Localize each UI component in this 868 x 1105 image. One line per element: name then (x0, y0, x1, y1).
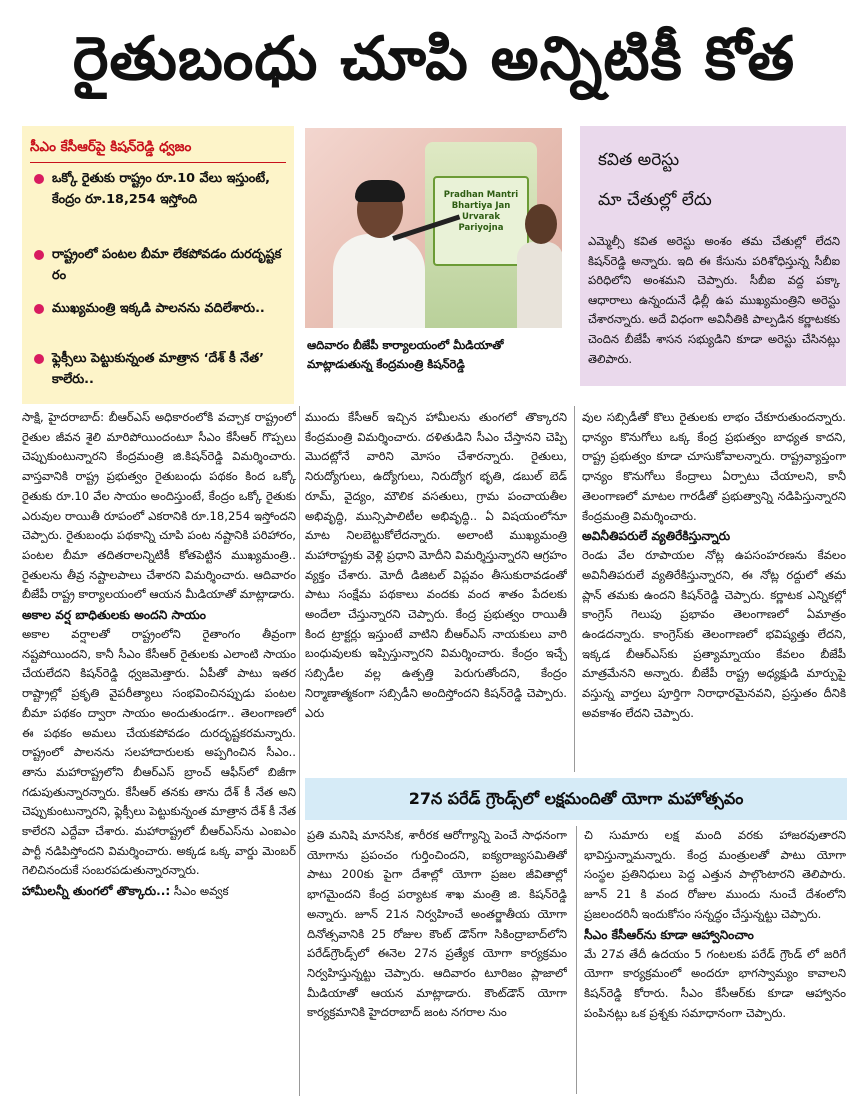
highlights-divider (30, 162, 286, 163)
yoga-headline: 27న పరేడ్‌ గ్రౌండ్స్‌లో లక్షమందితో యోగా మహోత్సవం (408, 789, 744, 808)
article-paragraph: రెండు వేల రూపాయల నోట్ల ఉపసంహరణను కేవలం అవినీతిపరులే వ్యతిరేకిస్తున్నారని, ఈ నోట్ల రద్దులో తమ ప్లాన్‌ తమకు ఉందని కిషన్‌రెడ్డి చెప్పారు. కర్ణాటక ఎన్నికల్లో కాంగ్రెస్‌ గెలుపు ప్రభావం తెలంగాణలో ఏమాత్రం ఉండదన్నారు. కాంగ్రెస్‌కు తెలంగాణలో భవిష్యత్తు లేదని, ఇక్కడ బీఆర్‌ఎస్‌కు ప్రత్యామ్నాయం కేవలం బీజేపీ మాత్రమేనని అన్నారు. బీజేపీ రాష్ట్ర అధ్యక్షుడి మార్పుపై వస్తున్న వార్తలు పూర్తిగా నిరాధారమైనవని, ప్రస్తుతం దీనికి అవకాశం లేదని చెప్పారు. (582, 548, 846, 720)
article-paragraph: అకాల వర్షాలతో రాష్ట్రంలోని రైతాంగం తీవ్రంగా నష్టపోయిందని, కానీ సీఎం కేసీఆర్‌ రైతులకు ఎలాంటి సాయం చేయలేదని కిషన్‌రెడ్డి ధ్వజమెత్తారు. ఏపీతో పాటు ఇతర రాష్ట్రాల్లో ప్రకృతి వైపరీత్యాలు సంభవించినప్పుడు పంటల బీమా పథకం ద్వారా సాయం అందుతుండగా.. తెలంగాణలో ఈ పథకం అమలు చేయకపోవడం దురదృష్టకరమన్నారు. రాష్ట్రంలో పాలనను సలహాదారులకు అప్పగించిన సీఎం.. తాను మహారాష్ట్రలోని బీఆర్‌ఎస్‌ బ్రాంచ్‌ ఆఫీస్‌లో బిజీగా గడుపుతున్నారన్నారు. కేసీఆర్‌ తనకు తాను దేశ్‌ కీ నేత అని చెప్పుకుంటున్నారని, ఫ్లెక్సీలు పెట్టుకున్నంత మాత్రాన దేశ్‌ కీ నేత కాలేరని ఎద్దేవా చేశారు. మహారాష్ట్రలో బీఆర్‌ఎస్‌ను ఎంఐఎం పార్టీ నడిపిస్తోందని విమర్శించారు. అక్కడ ఒక్క వార్డు మెంబర్‌ గెలిచినందుకే సంబరపడుతున్నారన్నారు. (22, 627, 296, 878)
column-divider (574, 406, 575, 772)
article-subheading: హామీలన్నీ తుంగలో తొక్కారు..: (22, 884, 171, 899)
article-column-1 (22, 408, 296, 1092)
article-paragraph: చి సుమారు లక్ష మంది వరకు హాజరవుతారని భావిస్తున్నామన్నారు. కేంద్ర మంత్రులతో పాటు యోగా సంస్థల ప్రతినిధులు పెద్ద ఎత్తున పాల్గొంటారని తెలిపారు. జూన్‌ 21 కి వంద రోజుల ముందు నుంచే దేశంలోని ప్రజలందరినీ ఇందుకోసం సన్నద్ధం చేస్తున్నట్టు చెప్పారు. (584, 828, 846, 921)
sack-label-text: Pradhan Mantri Bhartiya Jan Urvarak Pariyojna (443, 190, 519, 233)
highlight-item: ఫ్లెక్సీలు పెట్టుకున్నంత మాత్రాన ‘దేశ్‌ కీ నేత’ కాలేరు.. (34, 348, 286, 390)
bullet-icon (34, 250, 44, 260)
article-paragraph: మే 27వ తేదీ ఉదయం 5 గంటలకు పరేడ్‌ గ్రౌండ్‌ లో జరిగే యోగా కార్యక్రమంలో అందరూ భాగస్వామ్యం కావాలని కిషన్‌రెడ్డి కోరారు. సీఎం కేసీఆర్‌కు కూడా ఆహ్వానం పంపినట్లు ఒక ప్రశ్నకు సమాధానంగా చెప్పారు. (584, 946, 846, 1020)
sidebar-title (598, 140, 838, 220)
article-paragraph: వుల సబ్సిడీతో కొలు రైతులకు లాభం చేకూరుతుందన్నారు. ధాన్యం కొనుగోలు ఒక్క కేంద్ర ప్రభుత్వం బాధ్యత కాదని, రాష్ట్ర ప్రభుత్వం కూడా చూసుకోవాలన్నారు. రాష్ట్రవ్యాప్తంగా ధాన్యం కొనుగోలు కేంద్రాలు ఏర్పాటు చేయాలని, కానీ తెలంగాణలో మాటల గారడీతో ప్రభుత్వాన్ని నడిపిస్తున్నారని కేంద్రమంత్రి విమర్శించారు. (582, 410, 846, 523)
sidebar-body: ఎమ్మెల్సీ కవిత అరెస్టు అంశం తమ చేతుల్లో లేదని కిషన్‌రెడ్డి అన్నారు. ఇది ఈ కేసును పరిశోధిస్తున్న సీబీఐ పరిధిలోని అంశమని చెప్పారు. సీబీఐ వద్ద పక్కా ఆధారాలు ఉన్నందునే ఢిల్లీ ఉప ముఖ్యమంత్రిని అరెస్టు చేశారన్నారు. అదే విధంగా అవినీతికి పాల్పడిన కర్ణాటకకు చెందిన బీజేపీ శాసన సభ్యుడిని కూడా అరెస్టు చేసినట్లు తెలిపారు. (588, 234, 840, 366)
yoga-column-1 (307, 826, 567, 1094)
speaker-figure (333, 182, 425, 328)
article-subheading: సీఎం కేసీఆర్‌ను కూడా ఆహ్వానించాం (584, 927, 754, 942)
article-paragraph: ముందు కేసీఆర్‌ ఇచ్చిన హామీలను తుంగలో తొక్కారని కేంద్రమంత్రి విమర్శించారు. దళితుడిని సీఎం చేస్తానని చెప్పి మొదట్లోనే వారిని మోసం చేశారన్నారు. రైతులు, నిరుద్యోగులు, ఉద్యోగులు, నిరుద్యోగ భృతి, డబుల్‌ బెడ్‌ రూమ్, వైద్యం, మౌలిక వసతులు, గ్రామ పంచాయతీల అభివృద్ధి, మున్సిపాలిటీల అభివృద్ధి.. ఏ విషయంలోనూ మాట నిలబెట్టుకోలేదన్నారు. అలాంటి ముఖ్యమంత్రి మహారాష్ట్రకు వెళ్లి ప్రధాని మోదీని విమర్శిస్తున్నారని ఆగ్రహం వ్యక్తం చేశారు. మోదీ డిజిటల్‌ విప్లవం తీసుకురావడంతో పాటు సంక్షేమ పథకాలు వందకు వంద శాతం పేదలకు అందేలా చేస్తున్నారని చెప్పారు. కేంద్ర ప్రభుత్వం రాయితీ కింద ట్రాక్టర్లు ఇస్తుంటే వాటిని బీఆర్‌ఎస్‌ నాయకులు వారి బంధువులకు ఇప్పిస్తున్నారని విమర్శించారు. కేంద్రం ఇచ్చే సబ్సిడీల వల్ల ఉత్పత్తి పెరుగుతోందని, కేంద్రం నిర్మాణాత్మకంగా సబ్సిడీని అందిస్తోందని కిషన్‌రెడ్డి చెప్పారు. ఎరు (305, 410, 567, 720)
article-column-2 (305, 408, 567, 770)
bullet-icon (34, 174, 44, 184)
article-column-3 (582, 408, 846, 770)
highlight-item: ముఖ్యమంత్రి ఇక్కడి పాలనను వదిలేశారు.. (34, 298, 286, 319)
column-divider (299, 406, 300, 1096)
article-subheading: అకాల వర్ష బాధితులకు అందని సాయం (22, 608, 206, 623)
sidebar-title-line: మా చేతుల్లో లేదు (598, 190, 712, 210)
yoga-column-2 (584, 826, 846, 1094)
news-photo (305, 128, 562, 328)
highlights-title: సీఎం కేసీఆర్‌పై కిషన్‌రెడ్డి ధ్వజం (30, 139, 192, 155)
article-paragraph: ప్రతి మనిషి మానసిక, శారీరక ఆరోగ్యాన్ని పెంచే సాధనంగా యోగాను ప్రపంచం గుర్తించిందని, ఐక్యరాజ్యసమితితో పాటు 200కు పైగా దేశాల్లో యోగా ప్రజల జీవితాల్లో భాగమైందని కేంద్ర పర్యాటక శాఖ మంత్రి జి. కిషన్‌రెడ్డి అన్నారు. జూన్‌ 21న నిర్వహించే అంతర్జాతీయ యోగా దినోత్సవానికి 25 రోజుల కౌంట్‌ డౌన్‌గా సికింద్రాబాద్‌లోని పరేడ్‌గ్రౌండ్స్‌లో ఈనెల 27న ప్రత్యేక యోగా కార్యక్రమం నిర్వహిస్తున్నట్టు చెప్పారు. ఆదివారం టూరిజం ప్లాజాలో మీడియాతో ఆయన మాట్లాడారు. కౌంట్‌డౌన్‌ యోగా కార్యక్రమానికి హైదరాబాద్‌ జంట నగరాల నుం (307, 828, 567, 1020)
bullet-icon (34, 354, 44, 364)
bullet-icon (34, 304, 44, 314)
highlight-item: ఒక్కో రైతుకు రాష్ట్రం రూ.10 వేలు ఇస్తుంటే, కేంద్రం రూ.18,254 ఇస్తోంది (34, 168, 286, 210)
column-divider (576, 826, 577, 1094)
sidebar-title-line: కవిత అరెస్టు (598, 150, 680, 170)
article-subheading: అవినీతిపరులే వ్యతిరేకిస్తున్నారు (582, 529, 731, 544)
headline: రైతుబంధు చూపి అన్నిటికీ కోత (72, 24, 796, 94)
photo-caption: ఆదివారం బీజేపీ కార్యాలయంలో మీడియాతో మాట్లాడుతున్న కేంద్రమంత్రి కిషన్‌రెడ్డి (307, 338, 504, 371)
highlight-item: రాష్ట్రంలో పంటల బీమా లేకపోవడం దురదృష్టకరం (34, 244, 286, 286)
article-paragraph: సాక్షి, హైదరాబాద్‌: బీఆర్‌ఎస్‌ అధికారంలోకి వచ్చాక రాష్ట్రంలో రైతుల జీవన శైలి మారిపోయిందంటూ సీఎం కేసీఆర్‌ గొప్పలు చెప్పుకుంటున్నారని కేంద్రమంత్రి జి.కిషన్‌రెడ్డి విమర్శించారు. వాస్తవానికి రాష్ట్ర ప్రభుత్వం రైతుబంధు పథకం కింద ఒక్కో రైతుకు రూ.10 వేల సాయం అందిస్తుంటే, కేంద్రం ఒక్కో రైతుకు ఎరువుల రాయితీ రూపంలో ఎకరానికి రూ.18,254 ఇస్తోందని చెప్పారు. రైతుబంధు పథకాన్ని చూపి పంట నష్టానికి పరిహారం, పంటల బీమా తదితరాలన్నిటికీ కోతపెట్టిన ముఖ్యమంత్రి.. రైతులను తీవ్ర నష్టాలపాలు చేశారని విమర్శించారు. ఆదివారం బీజేపీ రాష్ట్ర కార్యాలయంలో ఆయన మీడియాతో మాట్లాడారు. (22, 410, 296, 602)
article-paragraph: సీఎం అవ్వక (173, 884, 229, 899)
bystander-figure (517, 204, 562, 328)
